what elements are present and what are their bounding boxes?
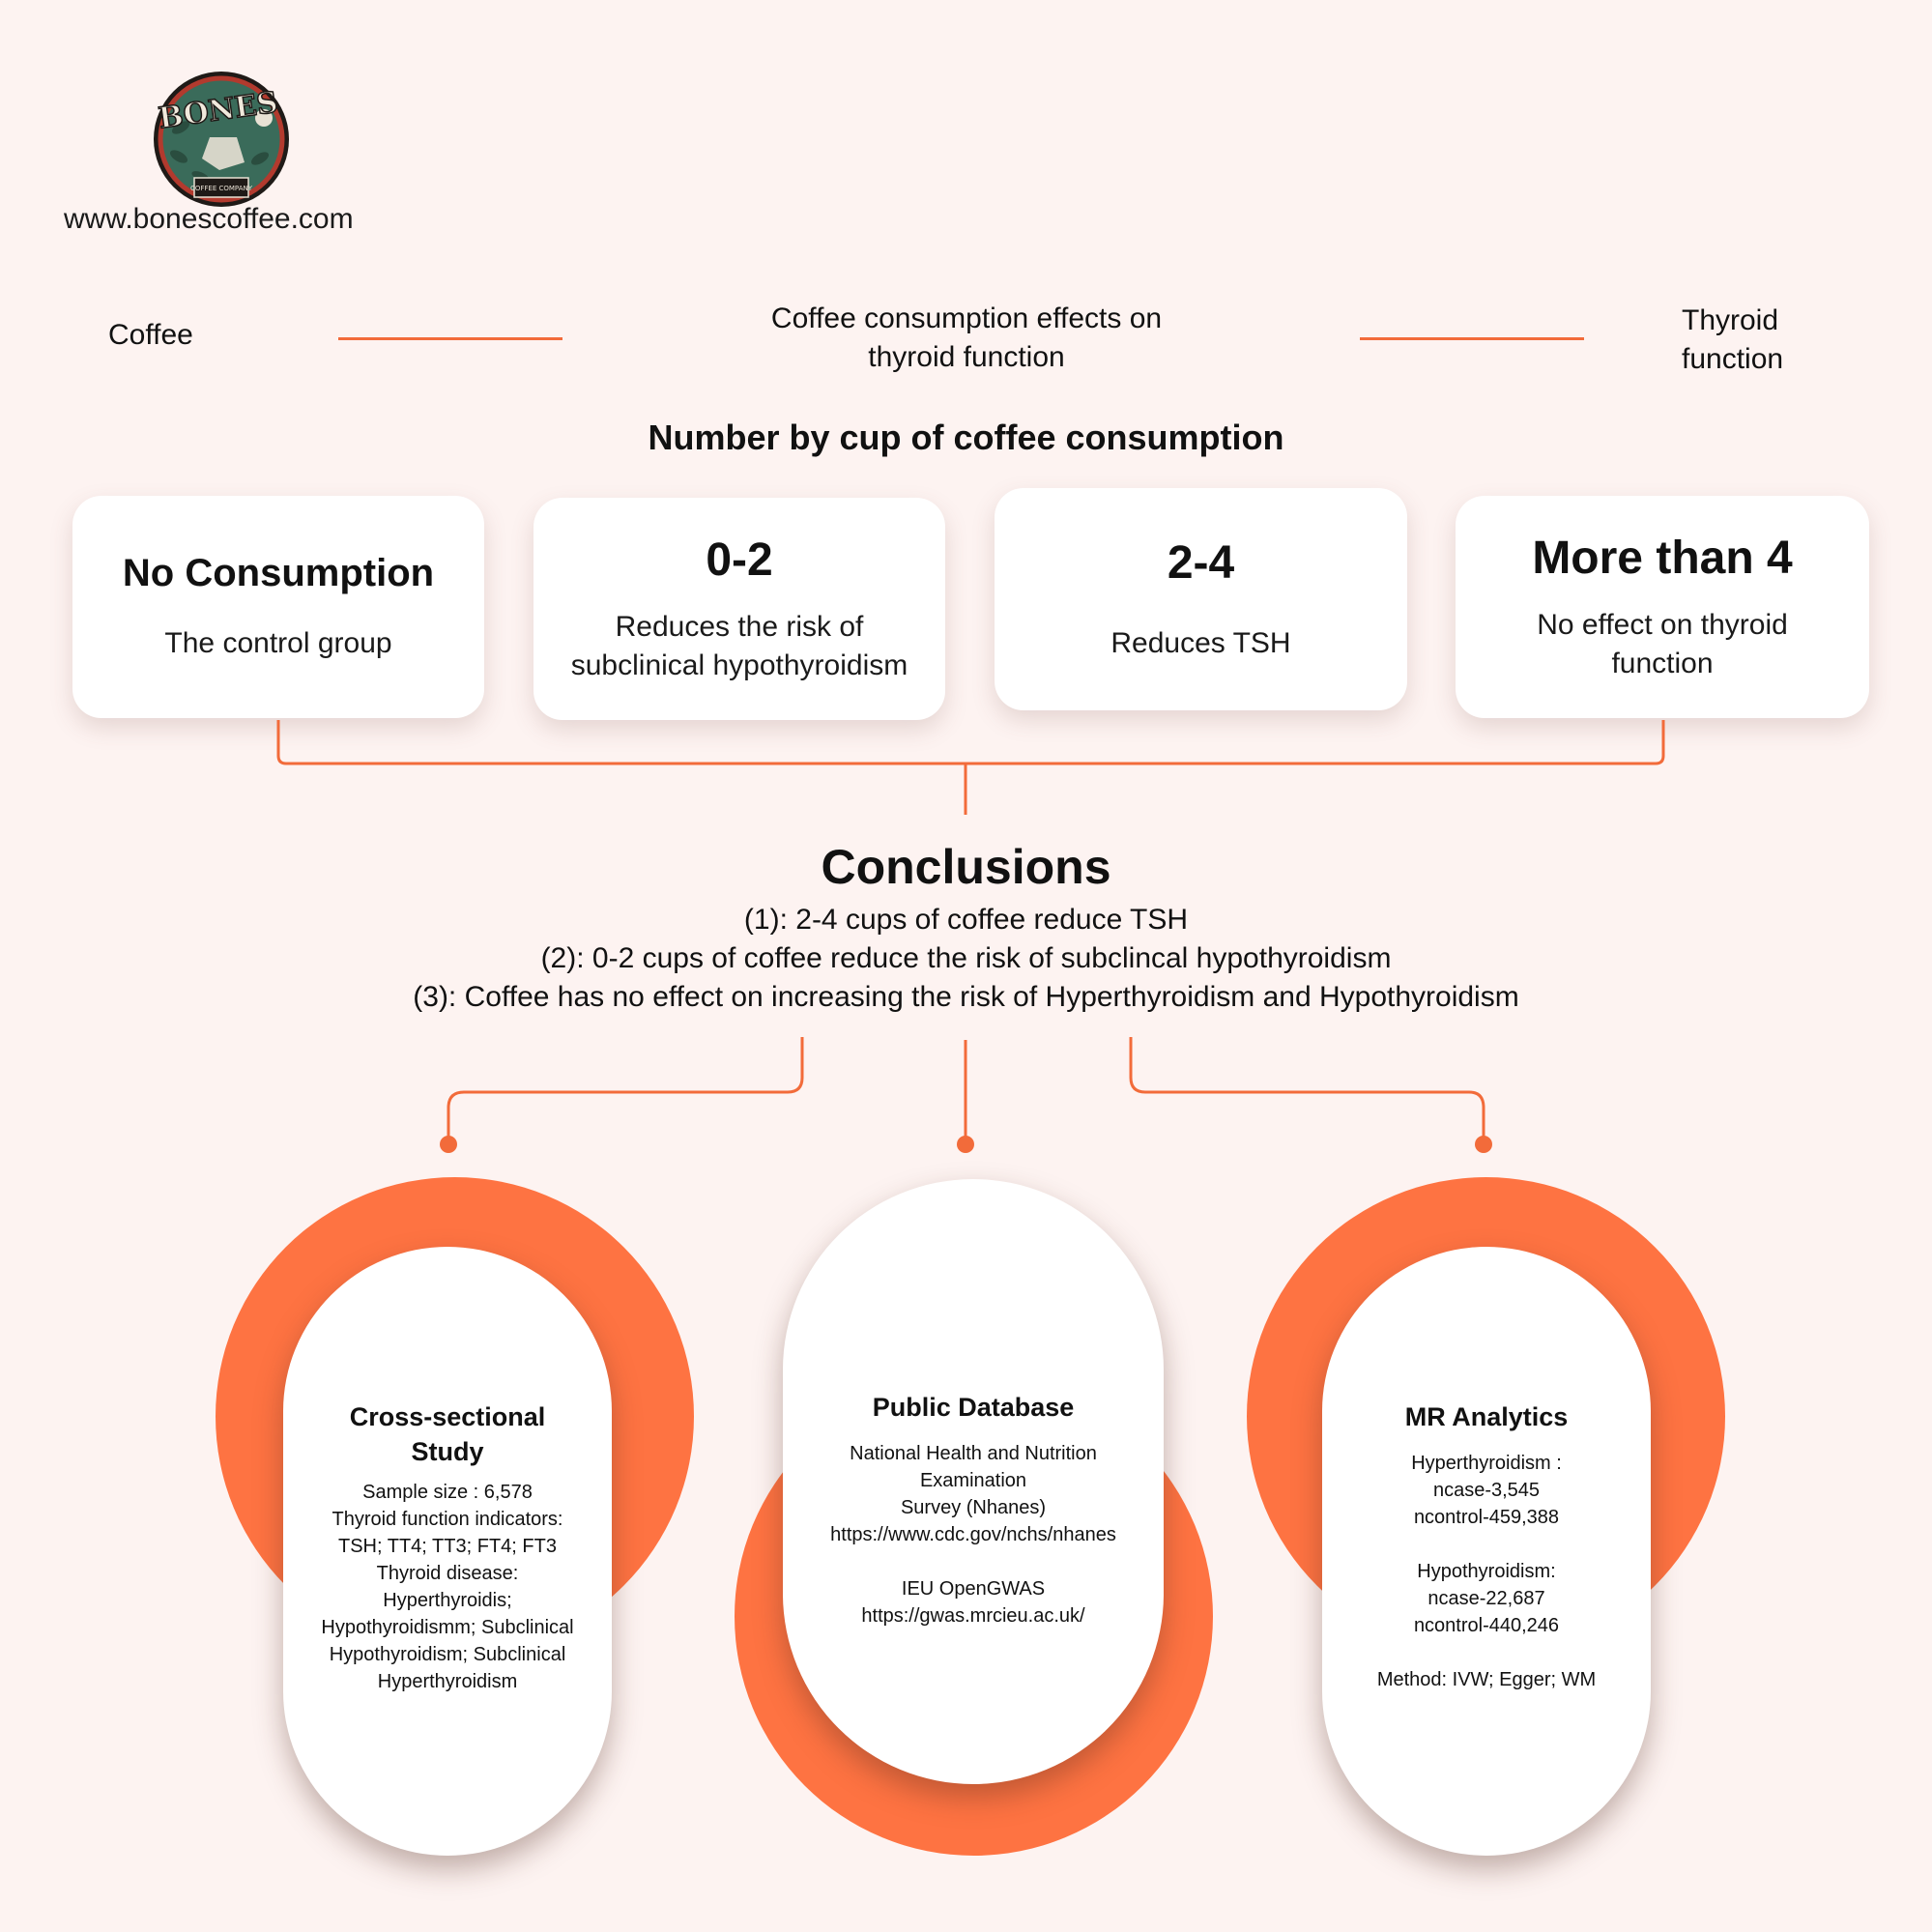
consumption-heading: Number by cup of coffee consumption xyxy=(648,418,1284,457)
method-body: Sample size : 6,578 Thyroid function indicators: TSH; TT4; TT3; FT4; FT3 Thyroid disease: Hyperthyroidis; Hypothyroidismm; Subclinical Hypothyroidism; Subclinical Hyperthyroidism xyxy=(321,1482,574,1692)
method-title xyxy=(350,1399,546,1469)
card-desc-line1: Reduces the risk of xyxy=(615,610,864,643)
topic-label-line1: Coffee consumption effects on xyxy=(770,303,1163,334)
connector-right xyxy=(1131,1037,1484,1143)
method-title-line2: Study xyxy=(411,1437,484,1466)
conclusion-item: (1): 2-4 cups of coffee reduce TSH xyxy=(743,904,1189,936)
method-title-line1: Cross-sectional xyxy=(349,1402,546,1431)
card-desc-line1: Reduces TSH xyxy=(1110,626,1291,659)
card-title: No Consumption xyxy=(122,551,435,594)
connector-dot-left xyxy=(440,1136,457,1153)
method-mr-analytics xyxy=(1322,1247,1651,1856)
connector-left xyxy=(448,1037,802,1143)
conclusion-item: (2): 0-2 cups of coffee reduce the risk of subclincal hypothyroidism xyxy=(540,942,1392,974)
thyroid-label-line1: Thyroid xyxy=(1682,304,1779,336)
method-body: Hyperthyroidism : ncase-3,545 ncontrol-459,388 Hypothyroidism: ncase-22,687 ncontrol-440,246 Method: IVW; Egger; WM xyxy=(1376,1453,1597,1690)
conclusions-title: Conclusions xyxy=(821,840,1111,894)
method-body: National Health and Nutrition Examination Survey (Nhanes) https://www.cdc.gov/nchs/nhanes IEU OpenGWAS https://gwas.mrcieu.ac.uk/ xyxy=(830,1443,1116,1627)
card-desc-line2: subclinical hypothyroidism xyxy=(570,649,908,681)
card-title: 0-2 xyxy=(706,533,773,586)
card-title: 2-4 xyxy=(1167,536,1235,589)
card-desc-line2: function xyxy=(1611,647,1714,679)
logo-subtext: COFFEE COMPANY xyxy=(189,185,253,192)
connector-dot-center xyxy=(957,1136,974,1153)
logo-text: BONES xyxy=(156,85,280,136)
card-title: More than 4 xyxy=(1532,532,1793,584)
topic-label-line2: thyroid function xyxy=(868,341,1065,373)
method-public-database xyxy=(783,1179,1164,1784)
coffee-label: Coffee xyxy=(108,319,193,351)
card-desc-line1: The control group xyxy=(164,626,392,659)
connector-dot-right xyxy=(1475,1136,1492,1153)
method-cross-sectional xyxy=(283,1247,612,1856)
thyroid-label-line2: function xyxy=(1682,343,1784,375)
method-title: MR Analytics xyxy=(1404,1402,1569,1431)
method-title: Public Database xyxy=(872,1393,1075,1422)
card-desc-line1: No effect on thyroid xyxy=(1537,608,1788,641)
conclusion-item: (3): Coffee has no effect on increasing the risk of Hyperthyroidism and Hypothyroidism xyxy=(413,981,1519,1013)
website-url[interactable]: www.bonescoffee.com xyxy=(64,203,354,235)
